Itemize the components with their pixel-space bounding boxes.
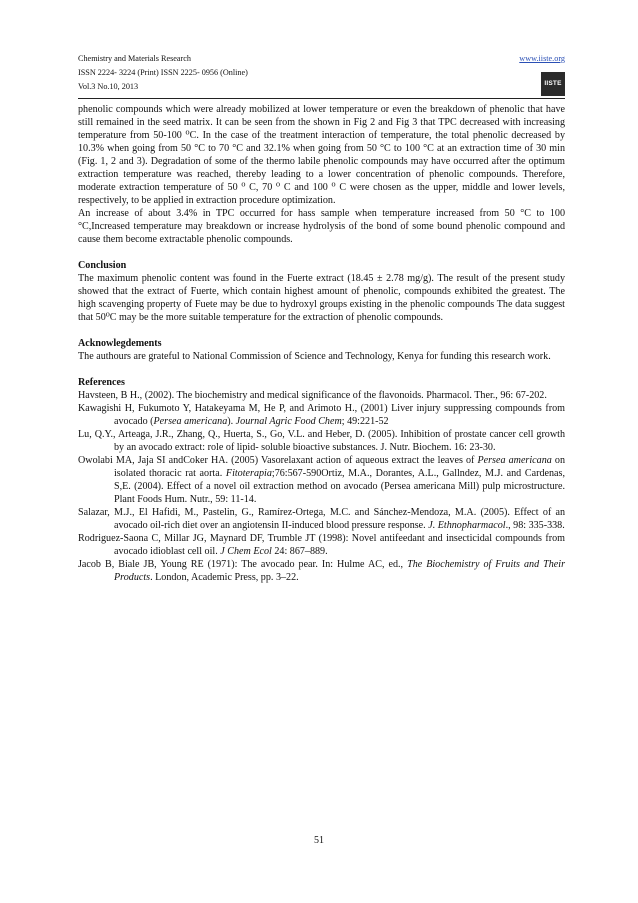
iiste-logo: IISTE [541, 72, 565, 96]
journal-url-link[interactable]: www.iiste.org [519, 54, 565, 63]
reference-item: Salazar, M.J., El Hafidi, M., Pastelin, G., Ramírez-Ortega, M.C. and Sánchez-Mendoza, M.A. (2005). Effect of an avocado oil-rich diet over an angiotensin II-induced blood pressure response. J. Ethnopharmacol., 98: 335-338. [78, 507, 565, 531]
acknowledgements-paragraph: The authours are grateful to National Commission of Science and Technology, Kenya for funding this research work. [78, 351, 551, 362]
section-heading-conclusion: Conclusion [78, 260, 127, 271]
section-heading-acknowledgements: Acknowlegdements [78, 338, 162, 349]
conclusion-paragraph: The maximum phenolic content was found in the Fuerte extract (18.45 ± 2.78 mg/g). The result of the present study showed that the extract of Fuerte, which contain highest amount of phenolic, compounds exhibited the greatest. The high scavenging property of Fuete may be due to hydroxyl groups existing in the phenolic compounds The data suggest that 50⁰C may be the more suitable temperature for the extraction of phenolic compounds. [78, 273, 565, 323]
body-paragraph: An increase of about 3.4% in TPC occurred for hass sample when temperature increased from 50 °C to 100 °C,Increased temperature may breakdown or increase hydrolysis of the bond of some bound phenolic compound and cause them become extractable phenolic compounds. [78, 208, 565, 245]
page-header [78, 52, 565, 94]
reference-item: Havsteen, B H., (2002). The biochemistry and medical significance of the flavonoids. Pharmacol. Ther., 96: 67-202. [78, 390, 547, 401]
page-number: 51 [314, 835, 324, 846]
reference-item: Kawagishi H, Fukumoto Y, Hatakeyama M, He P, and Arimoto H., (2001) Liver injury suppressing compounds from avocado (Persea americana). Journal Agric Food Chem; 49:221-52 [78, 403, 565, 427]
volume-line: Vol.3 No.10, 2013 [78, 82, 139, 91]
article-body [78, 103, 565, 584]
reference-item: Lu, Q.Y., Arteaga, J.R., Zhang, Q., Huerta, S., Go, V.L. and Heber, D. (2005). Inhibition of prostate cancer cell growth by an avocado extract: role of lipid- soluble bioactive substances. J. Nutr. Biochem. 16: 23-30. [78, 429, 565, 453]
journal-title: Chemistry and Materials Research [78, 54, 191, 63]
body-paragraph: phenolic compounds which were already mobilized at lower temperature or even the breakdown of phenolic that have still remained in the seed matrix. It can be seen from the shown in Fig 2 and Fig 3 that TPC decreased with increasing temperature from 50-100 ⁰C. In the case of the treatment interaction of temperature, the total phenolic decreased by 10.3% when going from 50 °C to 70 °C and 32.1% when going from 50 °C to 100 °C at an extraction time of 30 min (Fig. 1, 2 and 3). Degradation of some of the thermo labile phenolic compounds may have occurred after the optimum extraction temperature was reached, thereby leading to a lower concentration of phenolic compounds. Therefore, moderate extraction temperature of 50 ⁰ C, 70 ⁰ C and 100 ⁰ C were chosen as the upper, middle and lower levels, respectively, to be applied in extraction procedure optimization. [78, 104, 565, 206]
section-heading-references: References [78, 377, 125, 388]
issn-line: ISSN 2224- 3224 (Print) ISSN 2225- 0956 (Online) [78, 68, 248, 77]
reference-item: Owolabi MA, Jaja SI andCoker HA. (2005) Vasorelaxant action of aqueous extract the leaves of Persea americana on isolated thoracic rat aorta. Fitoterapia;76:567-590Ortiz, M.A., Dorantes, A.L., Gallndez, M.J. and Cardenas, S,E. (2004). Effect of a novel oil extraction method on avocado (Persea americana Mill) pulp microstructure. Plant Foods Hum. Nutr., 59: 11-14. [78, 455, 565, 505]
header-divider [78, 98, 565, 99]
reference-item: Jacob B, Biale JB, Young RE (1971): The avocado pear. In: Hulme AC, ed., The Biochemistry of Fruits and Their Products. London, Academic Press, pp. 3–22. [78, 559, 565, 583]
reference-item: Rodriguez-Saona C, Millar JG, Maynard DF, Trumble JT (1998): Novel antifeedant and insecticidal compounds from avocado idioblast cell oil. J Chem Ecol 24: 867–889. [78, 533, 565, 557]
